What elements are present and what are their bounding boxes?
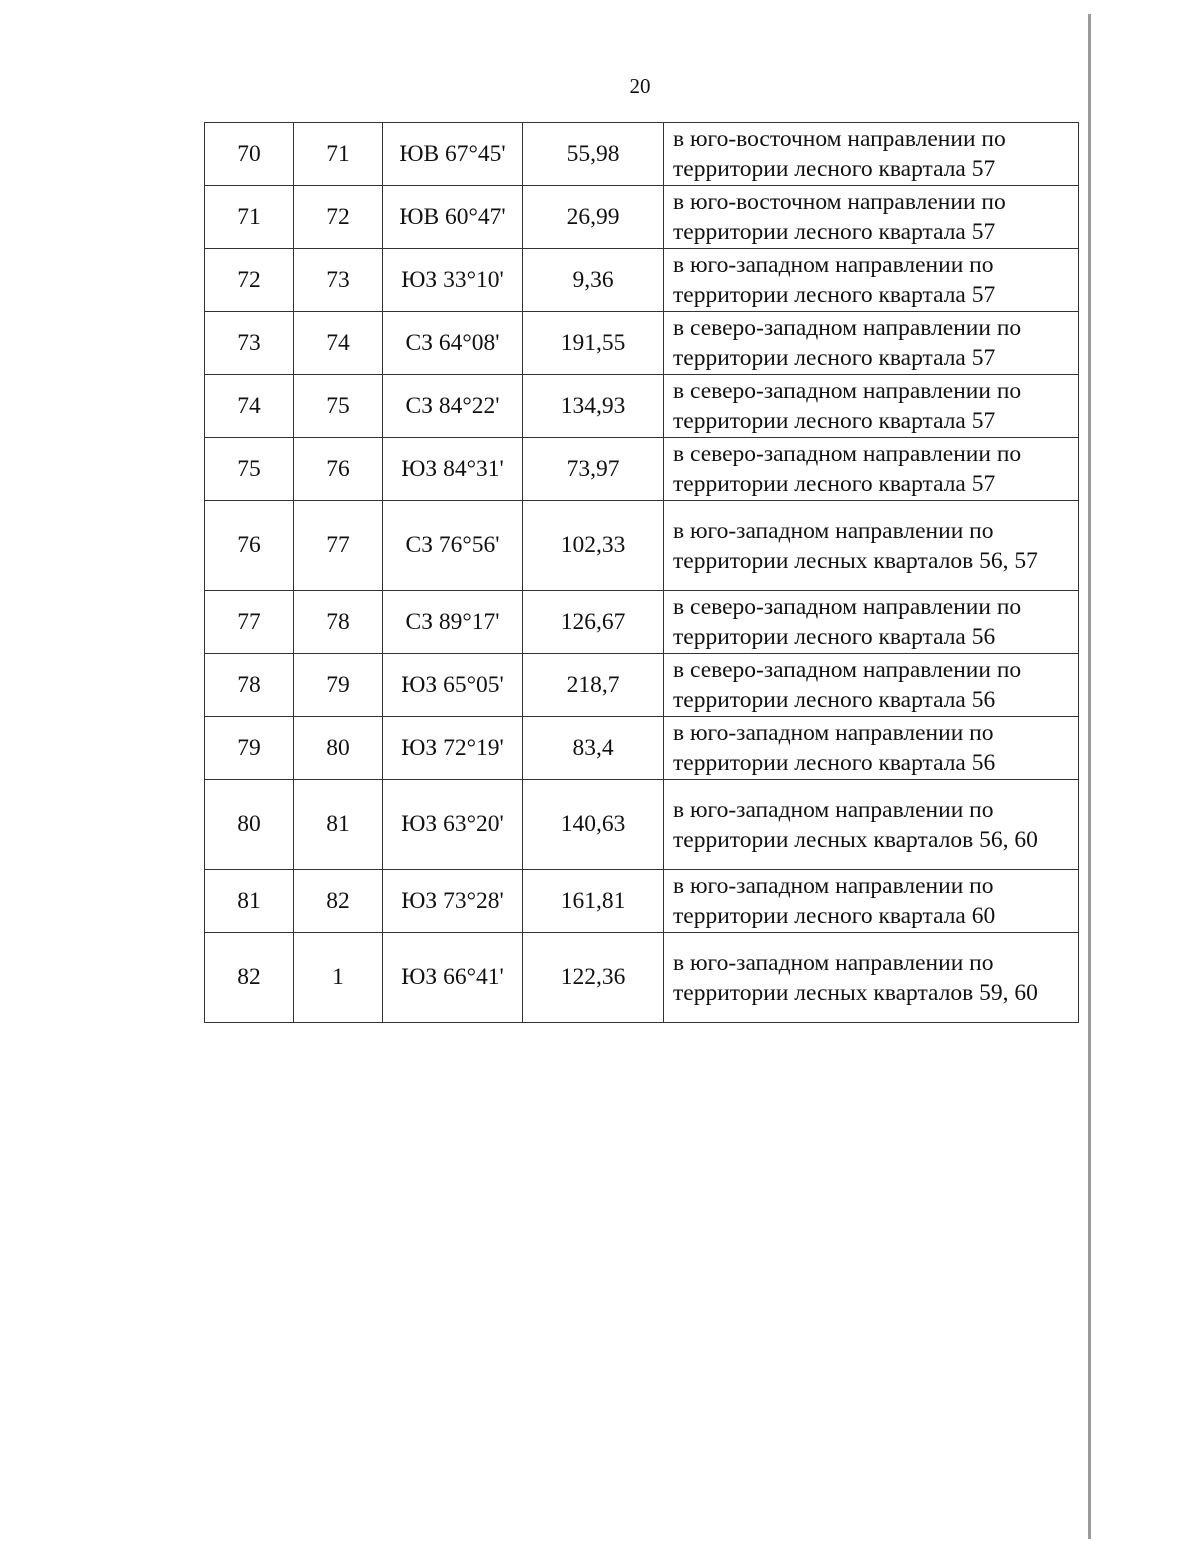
bearing: ЮЗ 73°28' xyxy=(383,870,523,933)
description: в юго-восточном направлении по территории лесного квартала 57 xyxy=(664,123,1079,186)
table-row xyxy=(205,501,1079,591)
distance: 161,81 xyxy=(523,870,664,933)
table-row xyxy=(205,717,1079,780)
table-row xyxy=(205,591,1079,654)
to-point: 74 xyxy=(294,312,383,375)
to-point: 82 xyxy=(294,870,383,933)
distance: 134,93 xyxy=(523,375,664,438)
bearing: ЮВ 67°45' xyxy=(383,123,523,186)
to-point: 80 xyxy=(294,717,383,780)
table-row xyxy=(205,654,1079,717)
distance: 55,98 xyxy=(523,123,664,186)
to-point: 78 xyxy=(294,591,383,654)
to-point: 1 xyxy=(294,933,383,1023)
bearing: ЮЗ 33°10' xyxy=(383,249,523,312)
table-row xyxy=(205,870,1079,933)
to-point: 76 xyxy=(294,438,383,501)
to-point: 73 xyxy=(294,249,383,312)
from-point: 81 xyxy=(205,870,294,933)
description: в юго-западном направлении по территории лесных кварталов 56, 60 xyxy=(664,780,1079,870)
distance: 191,55 xyxy=(523,312,664,375)
description: в юго-западном направлении по территории лесного квартала 56 xyxy=(664,717,1079,780)
bearing: СЗ 64°08' xyxy=(383,312,523,375)
from-point: 80 xyxy=(205,780,294,870)
from-point: 70 xyxy=(205,123,294,186)
distance: 140,63 xyxy=(523,780,664,870)
table-row xyxy=(205,249,1079,312)
table-row xyxy=(205,186,1079,249)
table-row xyxy=(205,933,1079,1023)
from-point: 75 xyxy=(205,438,294,501)
distance: 102,33 xyxy=(523,501,664,591)
to-point: 79 xyxy=(294,654,383,717)
from-point: 73 xyxy=(205,312,294,375)
table-row xyxy=(205,312,1079,375)
to-point: 71 xyxy=(294,123,383,186)
description: в северо-западном направлении по территории лесного квартала 56 xyxy=(664,654,1079,717)
description: в юго-западном направлении по территории лесных кварталов 56, 57 xyxy=(664,501,1079,591)
from-point: 71 xyxy=(205,186,294,249)
from-point: 79 xyxy=(205,717,294,780)
from-point: 72 xyxy=(205,249,294,312)
distance: 218,7 xyxy=(523,654,664,717)
distance: 26,99 xyxy=(523,186,664,249)
bearing: ЮЗ 72°19' xyxy=(383,717,523,780)
description: в северо-западном направлении по территории лесного квартала 57 xyxy=(664,312,1079,375)
distance: 9,36 xyxy=(523,249,664,312)
from-point: 74 xyxy=(205,375,294,438)
boundary-table xyxy=(204,122,1079,1023)
bearing: ЮВ 60°47' xyxy=(383,186,523,249)
distance: 73,97 xyxy=(523,438,664,501)
description: в северо-западном направлении по территории лесного квартала 56 xyxy=(664,591,1079,654)
distance: 122,36 xyxy=(523,933,664,1023)
description: в северо-западном направлении по территории лесного квартала 57 xyxy=(664,375,1079,438)
bearing: ЮЗ 84°31' xyxy=(383,438,523,501)
description: в юго-западном направлении по территории лесного квартала 60 xyxy=(664,870,1079,933)
bearing: СЗ 84°22' xyxy=(383,375,523,438)
scan-edge-line xyxy=(1088,14,1091,1539)
bearing: ЮЗ 63°20' xyxy=(383,780,523,870)
table-row xyxy=(205,780,1079,870)
distance: 126,67 xyxy=(523,591,664,654)
page-number: 20 xyxy=(629,74,651,98)
to-point: 72 xyxy=(294,186,383,249)
table-row xyxy=(205,438,1079,501)
bearing: ЮЗ 66°41' xyxy=(383,933,523,1023)
description: в юго-западном направлении по территории лесных кварталов 59, 60 xyxy=(664,933,1079,1023)
description: в юго-западном направлении по территории лесного квартала 57 xyxy=(664,249,1079,312)
from-point: 78 xyxy=(205,654,294,717)
table-row xyxy=(205,375,1079,438)
to-point: 77 xyxy=(294,501,383,591)
description: в северо-западном направлении по территории лесного квартала 57 xyxy=(664,438,1079,501)
table-row xyxy=(205,123,1079,186)
from-point: 76 xyxy=(205,501,294,591)
to-point: 81 xyxy=(294,780,383,870)
distance: 83,4 xyxy=(523,717,664,780)
from-point: 82 xyxy=(205,933,294,1023)
from-point: 77 xyxy=(205,591,294,654)
description: в юго-восточном направлении по территории лесного квартала 57 xyxy=(664,186,1079,249)
bearing: СЗ 76°56' xyxy=(383,501,523,591)
to-point: 75 xyxy=(294,375,383,438)
bearing: СЗ 89°17' xyxy=(383,591,523,654)
bearing: ЮЗ 65°05' xyxy=(383,654,523,717)
